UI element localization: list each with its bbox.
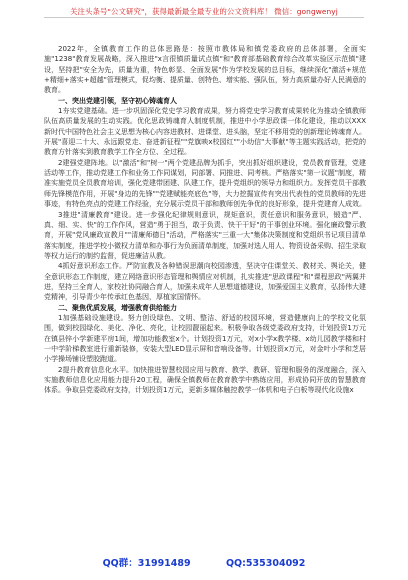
document-body bbox=[44, 44, 366, 396]
body-paragraph: 4抓好意识形态工作。严防宣教及各种错误思潮向校园渗透，坚决守住课堂关、教材关、舆论关，健全意识形态工作制度，建立网络意识形态管理和舆情应对机制，扎实推进"思政课程"和"课程思政"两翼并进，坚持三全育人，家校社协同融合育人，加强未成年人思想道德建设，加强爱国主义教育，弘扬伟大建党精神，引导青少年传承红色基因，厚植家国情怀。 bbox=[44, 262, 366, 302]
body-paragraph: 1加强基础设施建设。努力创设绿色、文明、整洁、舒适的校园环境，营造健康向上的学校文化氛围，做到校园绿化、美化、净化、亮化，让校园靓丽起来。积极争取各级党委政府支持，计划投资1万元在镇县锌小学新建平房1间，增加功能教室x个。计划投资1万元，对x小学x教学楼、x幼儿园教学楼和村一中学阶梯教室进行重新装修，安装大型LED显示屏和音响设备等。计划投资x万元，对金叶小学和芝居小学操场铺设塑胶跑道。 bbox=[44, 313, 366, 364]
qq-group-text: QQ群：31991489 bbox=[102, 558, 191, 569]
intro-paragraph: 2022年，全镇教育工作的总体思路是：按照市教体局和镇党委政府的总体部署，全面实施"1238"教育发展战略，深入推进"x言很镇质量试点镇"和"教育部基础教育综合改革实验区示范镇"建设，坚持把"安全为先，质量为重，特色彰显、全面发展"作为学校发展的总目标，继续深化"激活+规范+精细+落实+超越"管理模式，促均衡、提质量、创特色、增实能、强队伍，努力高质量办好人民满意的教育。 bbox=[44, 45, 366, 95]
section-heading-1: 一、突出党建引领，坚守初心铸魂育人 bbox=[58, 96, 177, 105]
body-paragraph: 3推进"清廉教育"建设。进一步强化纪律规则意识，规矩意识，责任意识和服务意识，锻造"严、真、细、实、快"的工作作风，营造"勇于担当，敢于负责、快干干好"的干事创业环境。强化廉政警示教育，开展"党风廉政宣教月""清廉师德日"活动，严格落实"三重一大"集体决策制度和党组织书记项目清单落实制度，推进学校小微权力清单和办事行为负面清单制度，加强对选人用人、物资设备采购、招生录取等权力运行的制约监督，促进廉洁从教。 bbox=[44, 210, 366, 260]
header-divider bbox=[44, 17, 364, 18]
body-paragraph: 2提升教育信息化水平。加快推进智慧校园应用与教育、教学、教研、管理和服务的深度融合，深入实施教师信息化应用能力提升20工程，确保全镇教师在教育教学中熟练应用，形成协同开放的智慧教育体系。争取县党委政府支持，计划投资1万元，更新多媒体触控教学一体机和电子白板等现代化设施x bbox=[44, 365, 366, 395]
footer-contact bbox=[0, 555, 408, 569]
body-paragraph: 1夯实党建基础。进一步巩固深化党史学习教育成果，努力将党史学习教育成果转化为推动全镇教师队伍高质量发展的生动实践。优化思政铸魂育人制度机制，推进中小学思政课一体化建设，推动以XXX新时代中国特色社会主义思想为核心内容进教材、进课堂、进头脑，坚定不移用党的创新理论铸魂育人。开展"喜迎二十大、永远跟党走、奋进新征程""党旗映x校园红""小幼信"大事献"等主题实践活动，把党的教育方针落实到教育教学工作全方位、全过程。 bbox=[44, 107, 366, 157]
body-paragraph: 2建强党建阵地。以"激活"和"树一"两个党建品牌为抓手，突出抓好组织建设，党员教育管理，党建活动等工作，推动党建工作和业务工作同谋划，同部署、同推进、同考核。严格落实"第一议题"制度，精准实施党员全员教育培训，强化党建带团建、队建工作，提升党组织的领导力和组织力。发挥党员干部教师先锋模范作用，开展"身边的先锋""党建赋能亮底色"等，大力挖掘宣传有突出代表性的党员教师的先进事迹，有特色亮点的党建工作经验，充分展示党员干部和教师创先争优的良好形象，提升党建育人成效。 bbox=[44, 158, 366, 209]
header-banner: 关注头条号"公文研究"，获得最新最全最专业的公文资料库！ 微信：gongwenyj bbox=[70, 7, 338, 16]
section-heading-2: 二、聚焦优质发展，增强教育供给能力 bbox=[58, 303, 177, 312]
qq-number-text: QQ:535304092 bbox=[225, 558, 306, 569]
